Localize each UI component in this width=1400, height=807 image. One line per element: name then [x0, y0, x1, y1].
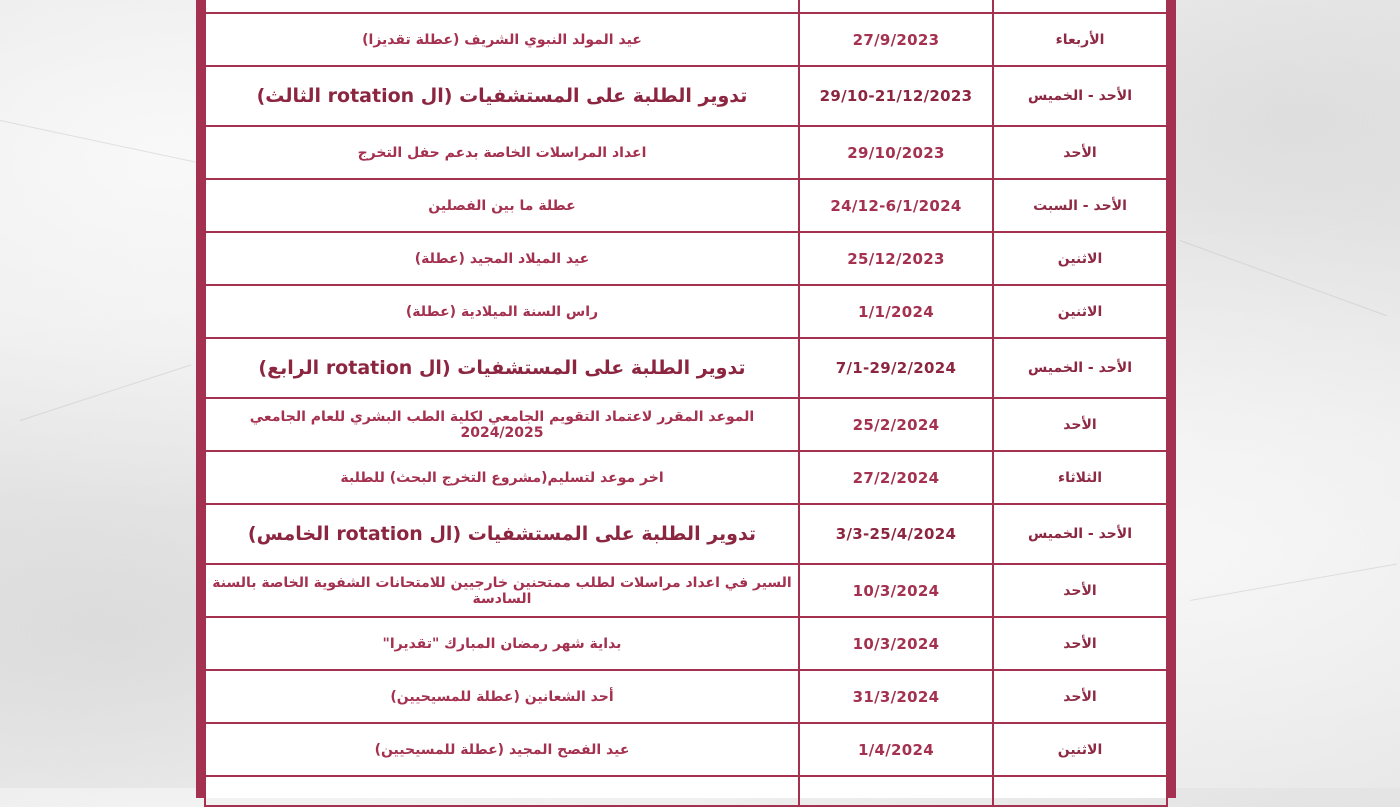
event-cell: عيد الميلاد المجيد (عطلة) — [205, 232, 799, 285]
event-cell: عيد الفصح المجيد (عطلة للمسيحيين) — [205, 723, 799, 776]
day-cell: الثلاثاء — [993, 451, 1167, 504]
event-cell: عيد المولد النبوي الشريف (عطلة تقديزا) — [205, 13, 799, 66]
event-cell: عطلة ما بين الفصلين — [205, 179, 799, 232]
event-cell: تدوير الطلبة على المستشفيات (ال rotation الخامس) — [205, 504, 799, 564]
day-cell: الأربعاء — [993, 13, 1167, 66]
date-cell: 10/3/2024 — [799, 617, 993, 670]
table-row — [205, 398, 1167, 451]
date-cell: 29/10-21/12/2023 — [799, 66, 993, 126]
table-row — [205, 179, 1167, 232]
day-cell: الأحد - الخميس — [993, 504, 1167, 564]
day-cell: الأحد - الخميس — [993, 338, 1167, 398]
date-cell: 3/3-25/4/2024 — [799, 504, 993, 564]
table-row — [205, 504, 1167, 564]
date-cell: 7/1-29/2/2024 — [799, 338, 993, 398]
date-cell — [799, 776, 993, 806]
date-cell: 1/4/2024 — [799, 723, 993, 776]
table-row — [205, 670, 1167, 723]
day-cell — [993, 0, 1167, 13]
event-cell: اخر موعد لتسليم(مشروع التخرج البحث) للطلبة — [205, 451, 799, 504]
event-cell — [205, 0, 799, 13]
day-cell: الاثنين — [993, 232, 1167, 285]
day-cell: الأحد — [993, 564, 1167, 617]
event-cell: أحد الشعانين (عطلة للمسيحيين) — [205, 670, 799, 723]
date-cell: 31/3/2024 — [799, 670, 993, 723]
table-row — [205, 617, 1167, 670]
date-cell: 25/12/2023 — [799, 232, 993, 285]
date-cell: 10/3/2024 — [799, 564, 993, 617]
event-cell: بداية شهر رمضان المبارك "تقديرا" — [205, 617, 799, 670]
day-cell: الأحد - السبت — [993, 179, 1167, 232]
day-cell: الأحد — [993, 617, 1167, 670]
day-cell: الأحد — [993, 126, 1167, 179]
event-cell: الموعد المقرر لاعتماد التقويم الجامعي لكلية الطب البشري للعام الجامعي 2024/2025 — [205, 398, 799, 451]
day-cell — [993, 776, 1167, 806]
date-cell: 24/12-6/1/2024 — [799, 179, 993, 232]
day-cell: الاثنين — [993, 723, 1167, 776]
table-row — [205, 564, 1167, 617]
day-cell: الأحد — [993, 670, 1167, 723]
table-row — [205, 285, 1167, 338]
table-row — [205, 723, 1167, 776]
day-cell: الأحد — [993, 398, 1167, 451]
table-row — [205, 338, 1167, 398]
date-cell: 27/2/2024 — [799, 451, 993, 504]
table-row — [205, 126, 1167, 179]
event-cell: السير في اعداد مراسلات لطلب ممتحنين خارجيين للامتحانات الشفوية الخاصة بالسنة السادسة — [205, 564, 799, 617]
table-row — [205, 232, 1167, 285]
date-cell: 27/9/2023 — [799, 13, 993, 66]
table-row — [205, 66, 1167, 126]
date-cell: 25/2/2024 — [799, 398, 993, 451]
date-cell: 29/10/2023 — [799, 126, 993, 179]
table-row — [205, 0, 1167, 13]
calendar-sheet — [196, 0, 1176, 798]
event-cell — [205, 776, 799, 806]
event-cell: راس السنة الميلادية (عطلة) — [205, 285, 799, 338]
day-cell: الاثنين — [993, 285, 1167, 338]
academic-calendar-table — [204, 0, 1168, 807]
event-cell: تدوير الطلبة على المستشفيات (ال rotation الرابع) — [205, 338, 799, 398]
table-row — [205, 776, 1167, 806]
day-cell: الأحد - الخميس — [993, 66, 1167, 126]
event-cell: اعداد المراسلات الخاصة بدعم حفل التخرج — [205, 126, 799, 179]
table-row — [205, 13, 1167, 66]
date-cell: 1/1/2024 — [799, 285, 993, 338]
event-cell: تدوير الطلبة على المستشفيات (ال rotation الثالث) — [205, 66, 799, 126]
date-cell — [799, 0, 993, 13]
table-row — [205, 451, 1167, 504]
